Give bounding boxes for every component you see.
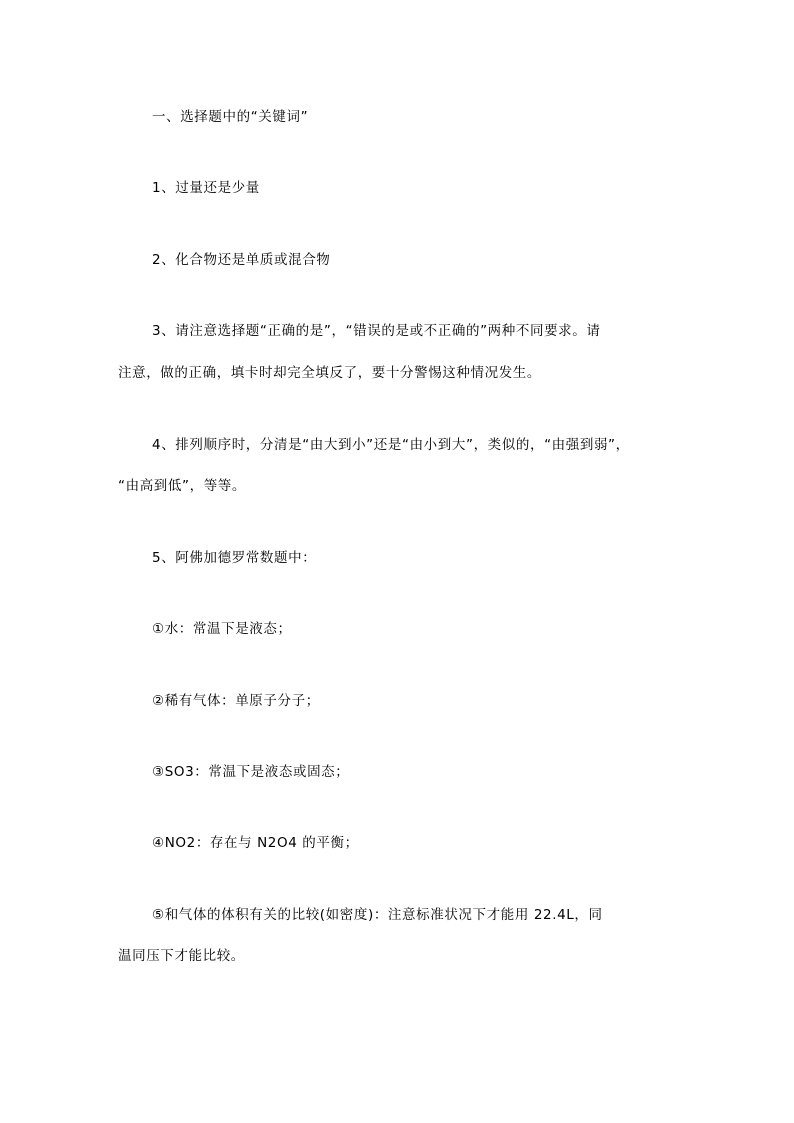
sub-item-2: ②稀有气体：单原子分子； (152, 693, 320, 709)
paragraph-item-4: 4、排列顺序时，分清是“由大到小”还是“由小到大”，类似的，“由强到弱”， (152, 437, 630, 453)
paragraph-item-4-continued: “由高到低”，等等。 (118, 478, 246, 494)
sub-item-4: ④NO2：存在与 N2O4 的平衡； (152, 835, 359, 851)
sub-item-5-continued: 温同压下才能比较。 (118, 948, 245, 964)
paragraph-item-3-continued: 注意，做的正确，填卡时却完全填反了，要十分警惕这种情况发生。 (118, 365, 541, 381)
paragraph-item-5: 5、阿佛加德罗常数题中： (152, 550, 317, 566)
sub-item-3: ③SO3：常温下是液态或固态； (152, 764, 350, 780)
sub-item-5: ⑤和气体的体积有关的比较(如密度)：注意标准状况下才能用 22.4L，同 (152, 907, 603, 923)
paragraph-item-2: 2、化合物还是单质或混合物 (152, 252, 331, 268)
sub-item-1: ①水：常温下是液态； (152, 621, 292, 637)
paragraph-item-1: 1、过量还是少量 (152, 180, 260, 196)
section-heading: 一、选择题中的“关键词” (152, 109, 309, 125)
paragraph-item-3: 3、请注意选择题“正确的是”，“错误的是或不正确的”两种不同要求。请 (152, 323, 601, 339)
